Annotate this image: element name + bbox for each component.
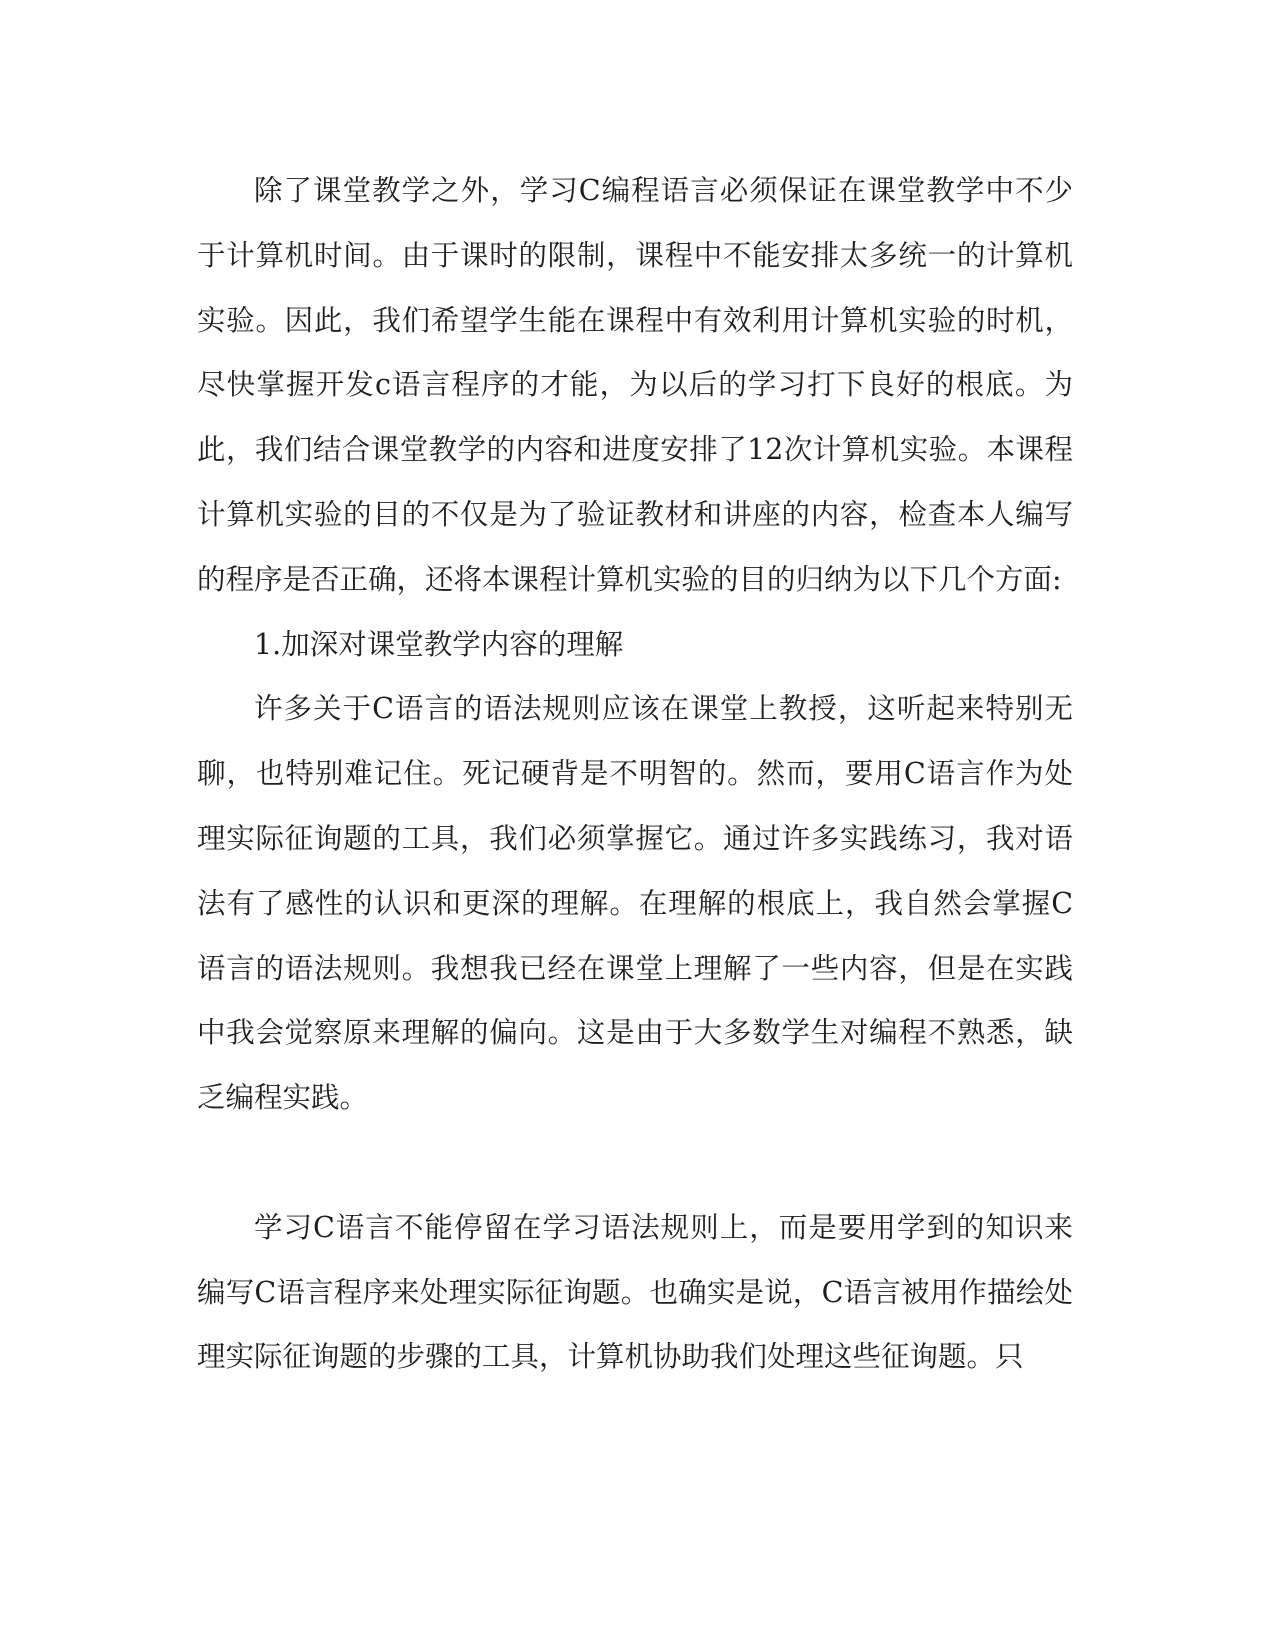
section-heading-deepen-understanding: 1.加深对课堂教学内容的理解	[254, 627, 624, 661]
document-body	[197, 159, 1073, 1390]
paragraph-practical-problems: 学习C语言不能停留在学习语法规则上，而是要用学到的知识来编写C语言程序来处理实际征询题。也确实是说，C语言被用作描绘处理实际征询题的步骤的工具，计算机协助我们处理这些征询题。只	[197, 1210, 1073, 1374]
paragraph-spacer	[197, 1131, 1073, 1196]
paragraph-lab-time: 除了课堂教学之外，学习C编程语言必须保证在课堂教学中不少于计算机时间。由于课时的限制，课程中不能安排太多统一的计算机实验。因此，我们希望学生能在课程中有效利用计算机实验的时机，尽快掌握开发c语言程序的才能，为以后的学习打下良好的根底。为此，我们结合课堂教学的内容和进度安排了12次计算机实验。本课程计算机实验的目的不仅是为了验证教材和讲座的内容，检查本人编写的程序是否正确，还将本课程计算机实验的目的归纳为以下几个方面:	[197, 174, 1073, 596]
paragraph-syntax-rules: 许多关于C语言的语法规则应该在课堂上教授，这听起来特别无聊，也特别难记住。死记硬背是不明智的。然而，要用C语言作为处理实际征询题的工具，我们必须掌握它。通过许多实践练习，我对语法有了感性的认识和更深的理解。在理解的根底上，我自然会掌握C语言的语法规则。我想我已经在课堂上理解了一些内容，但是在实践中我会觉察原来理解的偏向。这是由于大多数学生对编程不熟悉，缺乏编程实践。	[197, 692, 1073, 1115]
